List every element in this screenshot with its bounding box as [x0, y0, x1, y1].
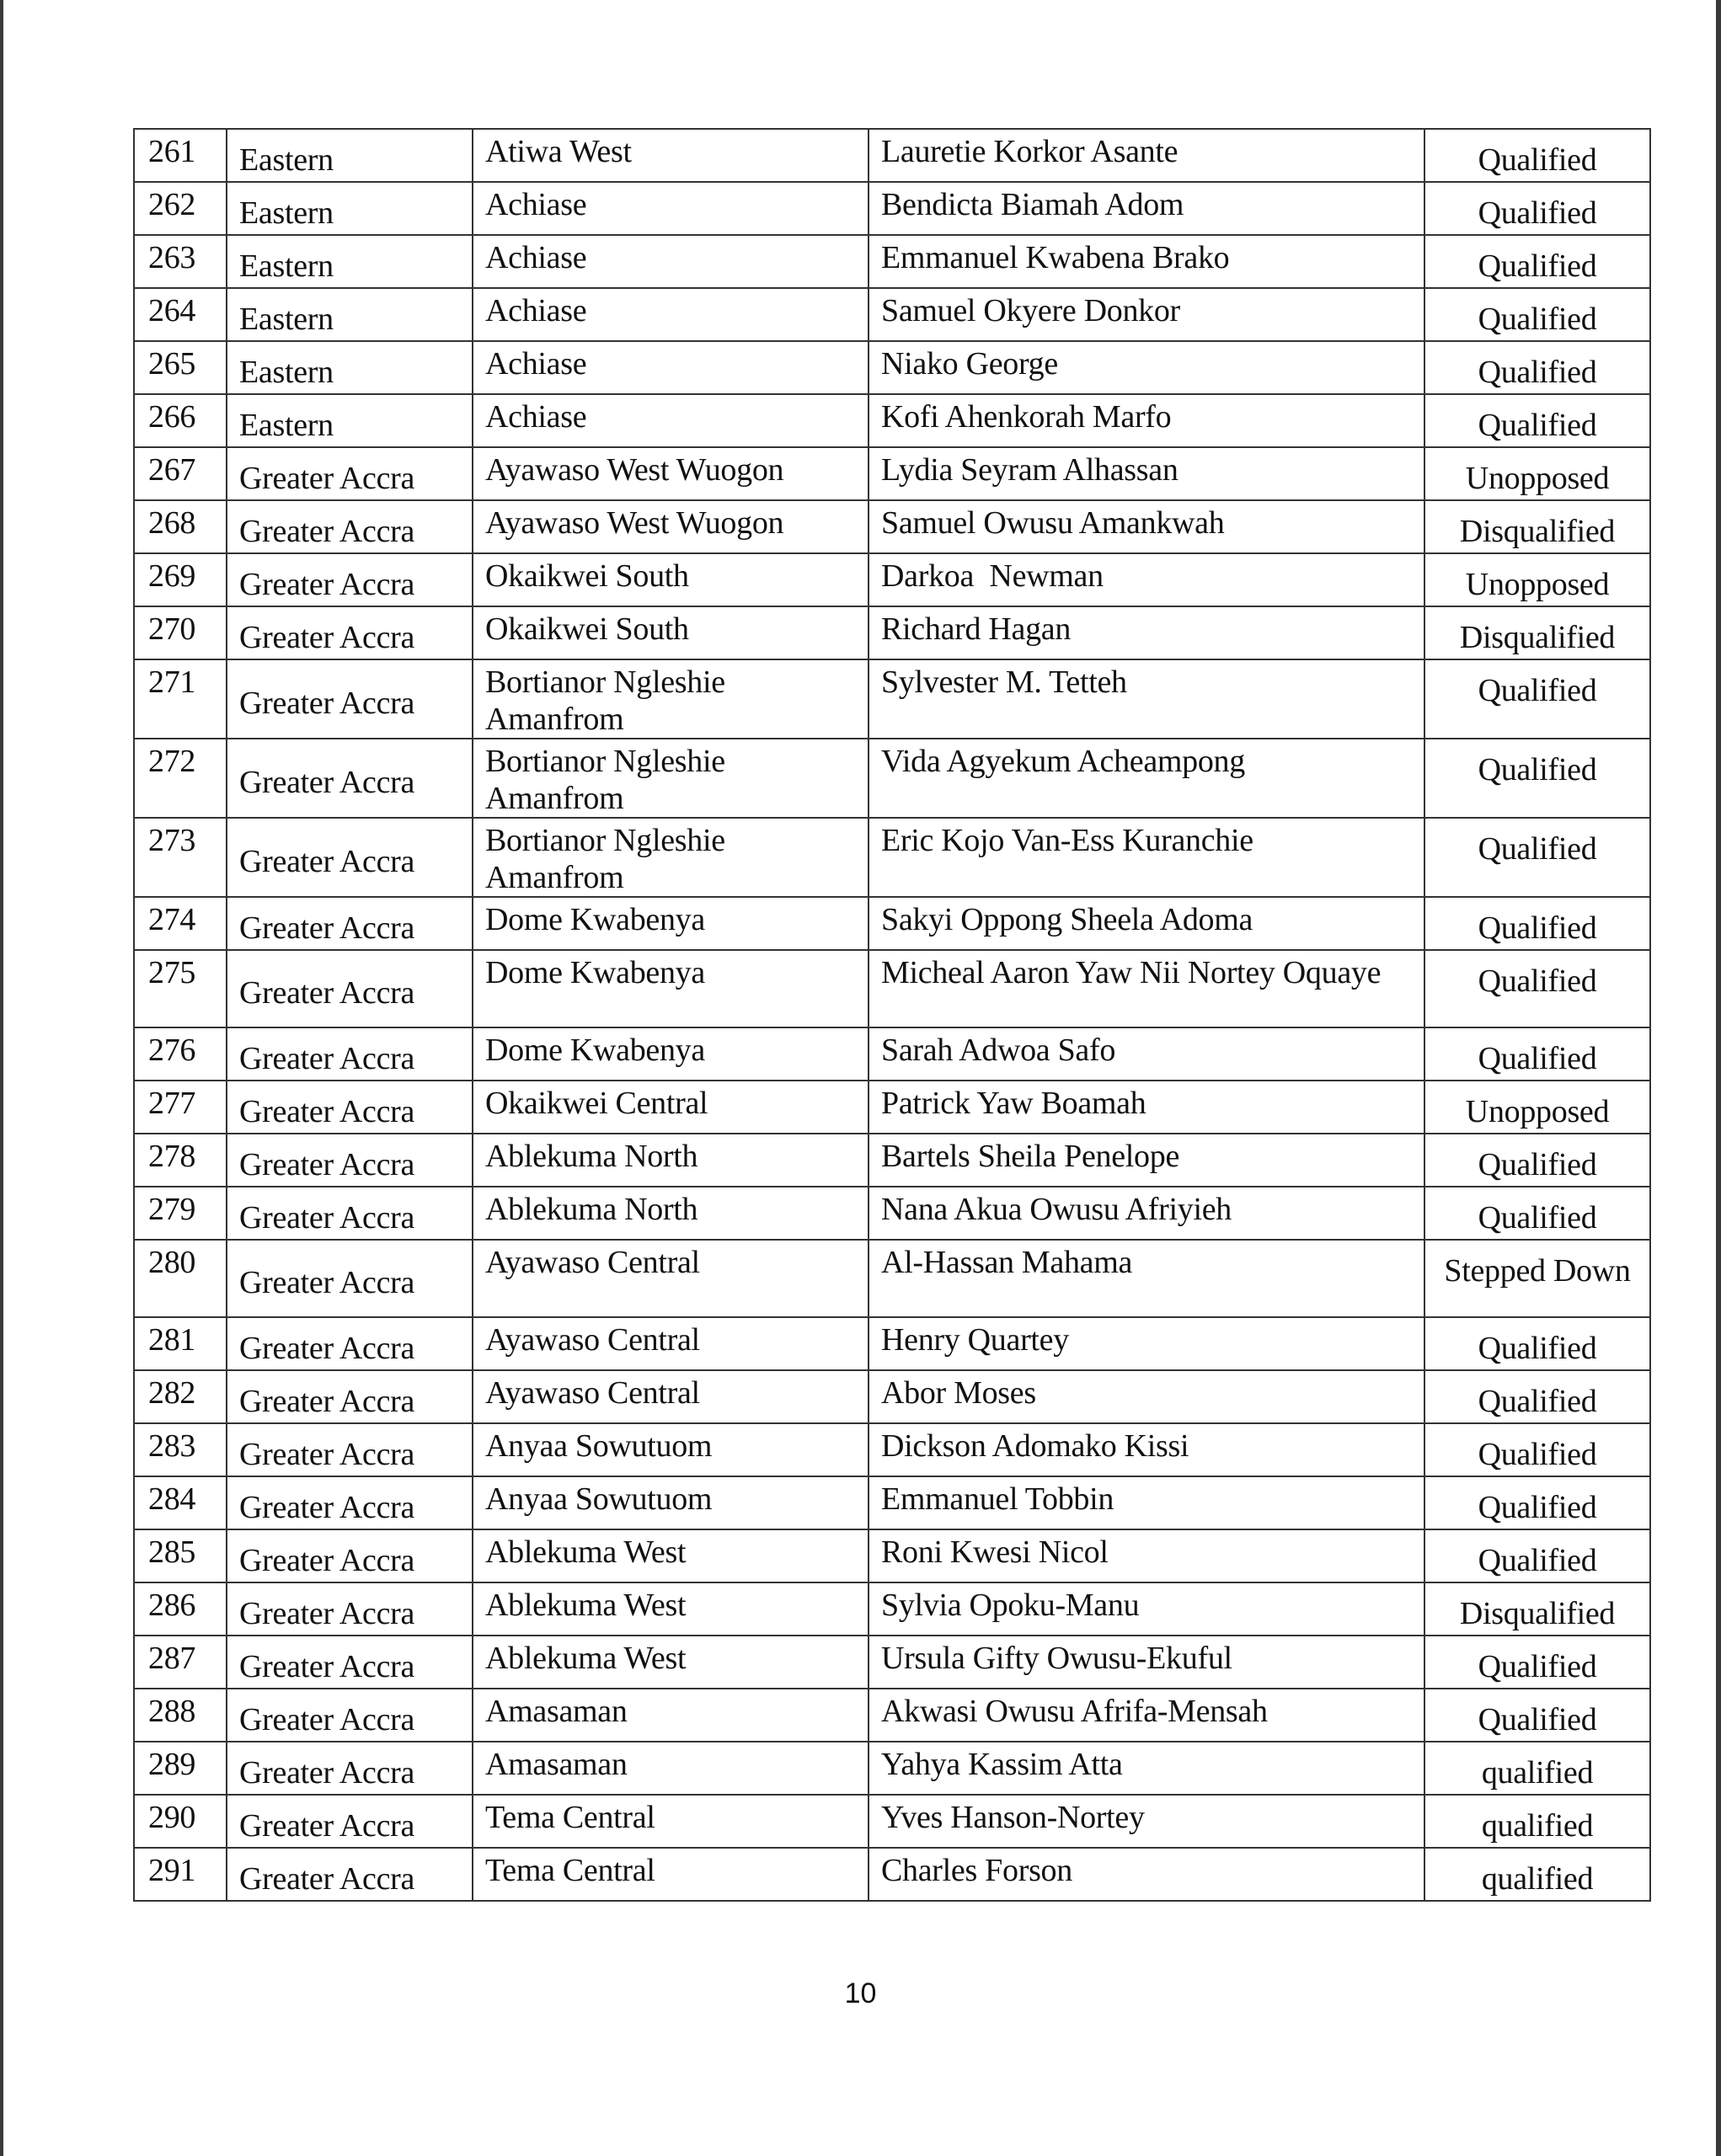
status-cell: Qualified — [1424, 950, 1650, 1027]
row-number-cell: 279 — [134, 1187, 227, 1240]
candidate-name-cell: Al-Hassan Mahama — [869, 1240, 1424, 1317]
status-cell: Qualified — [1424, 129, 1650, 182]
row-number-cell: 275 — [134, 950, 227, 1027]
table-row — [134, 447, 1650, 500]
table-row — [134, 1529, 1650, 1582]
status-cell: Disqualified — [1424, 606, 1650, 659]
constituency-cell: Dome Kwabenya — [473, 1027, 869, 1081]
row-number-cell: 273 — [134, 818, 227, 897]
status-cell: Qualified — [1424, 1370, 1650, 1423]
row-number-cell: 276 — [134, 1027, 227, 1081]
constituency-cell: Okaikwei South — [473, 606, 869, 659]
row-number-cell: 280 — [134, 1240, 227, 1317]
candidate-name-cell: Sylvester M. Tetteh — [869, 659, 1424, 739]
page-number: 10 — [844, 1977, 877, 2009]
status-cell: Qualified — [1424, 659, 1650, 739]
constituency-cell: Achiase — [473, 235, 869, 288]
constituency-cell: Anyaa Sowutuom — [473, 1476, 869, 1529]
region-cell: Greater Accra — [227, 447, 473, 500]
constituency-cell: Bortianor Ngleshie Amanfrom — [473, 659, 869, 739]
row-number-cell: 265 — [134, 341, 227, 394]
constituency-cell: Bortianor Ngleshie Amanfrom — [473, 818, 869, 897]
status-cell: Qualified — [1424, 1027, 1650, 1081]
page-edge-right — [1716, 0, 1721, 2156]
constituency-cell: Okaikwei South — [473, 553, 869, 606]
region-cell: Greater Accra — [227, 739, 473, 818]
constituency-cell: Ayawaso Central — [473, 1317, 869, 1370]
status-cell: Qualified — [1424, 1423, 1650, 1476]
candidate-name-cell: Micheal Aaron Yaw Nii Nortey Oquaye — [869, 950, 1424, 1027]
table-row — [134, 1848, 1650, 1901]
constituency-cell: Ablekuma West — [473, 1582, 869, 1636]
region-cell: Greater Accra — [227, 500, 473, 553]
status-cell: Qualified — [1424, 1476, 1650, 1529]
status-cell: Unopposed — [1424, 447, 1650, 500]
candidate-name-cell: Patrick Yaw Boamah — [869, 1081, 1424, 1134]
region-cell: Greater Accra — [227, 950, 473, 1027]
constituency-cell: Ayawaso West Wuogon — [473, 500, 869, 553]
region-cell: Greater Accra — [227, 1370, 473, 1423]
region-cell: Greater Accra — [227, 1476, 473, 1529]
candidate-name-cell: Darkoa Newman — [869, 553, 1424, 606]
status-cell: Unopposed — [1424, 553, 1650, 606]
candidate-name-cell: Sakyi Oppong Sheela Adoma — [869, 897, 1424, 950]
row-number-cell: 269 — [134, 553, 227, 606]
region-cell: Greater Accra — [227, 1529, 473, 1582]
candidate-name-cell: Charles Forson — [869, 1848, 1424, 1901]
status-cell: Qualified — [1424, 818, 1650, 897]
row-number-cell: 267 — [134, 447, 227, 500]
table-row — [134, 341, 1650, 394]
row-number-cell: 284 — [134, 1476, 227, 1529]
status-cell: Qualified — [1424, 739, 1650, 818]
table-row — [134, 606, 1650, 659]
table-row — [134, 235, 1650, 288]
row-number-cell: 290 — [134, 1795, 227, 1848]
table-row — [134, 129, 1650, 182]
region-cell: Greater Accra — [227, 1636, 473, 1689]
row-number-cell: 268 — [134, 500, 227, 553]
region-cell: Greater Accra — [227, 1582, 473, 1636]
candidates-table — [133, 128, 1651, 1902]
region-cell: Greater Accra — [227, 606, 473, 659]
table-row — [134, 950, 1650, 1027]
table-row — [134, 1423, 1650, 1476]
constituency-cell: Ablekuma West — [473, 1636, 869, 1689]
row-number-cell: 288 — [134, 1689, 227, 1742]
table-row — [134, 897, 1650, 950]
table-row — [134, 739, 1650, 818]
region-cell: Greater Accra — [227, 553, 473, 606]
row-number-cell: 286 — [134, 1582, 227, 1636]
region-cell: Greater Accra — [227, 897, 473, 950]
region-cell: Greater Accra — [227, 1081, 473, 1134]
row-number-cell: 261 — [134, 129, 227, 182]
constituency-cell: Tema Central — [473, 1848, 869, 1901]
status-cell: Unopposed — [1424, 1081, 1650, 1134]
table-row — [134, 1742, 1650, 1795]
table-row — [134, 1027, 1650, 1081]
row-number-cell: 281 — [134, 1317, 227, 1370]
candidate-name-cell: Richard Hagan — [869, 606, 1424, 659]
row-number-cell: 271 — [134, 659, 227, 739]
candidate-name-cell: Kofi Ahenkorah Marfo — [869, 394, 1424, 447]
row-number-cell: 262 — [134, 182, 227, 235]
constituency-cell: Ablekuma North — [473, 1134, 869, 1187]
region-cell: Eastern — [227, 341, 473, 394]
status-cell: qualified — [1424, 1848, 1650, 1901]
region-cell: Eastern — [227, 288, 473, 341]
region-cell: Eastern — [227, 182, 473, 235]
region-cell: Greater Accra — [227, 1742, 473, 1795]
row-number-cell: 287 — [134, 1636, 227, 1689]
candidate-name-cell: Samuel Okyere Donkor — [869, 288, 1424, 341]
status-cell: Qualified — [1424, 235, 1650, 288]
constituency-cell: Ayawaso Central — [473, 1370, 869, 1423]
constituency-cell: Amasaman — [473, 1742, 869, 1795]
candidate-name-cell: Bendicta Biamah Adom — [869, 182, 1424, 235]
row-number-cell: 263 — [134, 235, 227, 288]
table-body — [134, 129, 1650, 1901]
row-number-cell: 266 — [134, 394, 227, 447]
status-cell: Qualified — [1424, 394, 1650, 447]
row-number-cell: 289 — [134, 1742, 227, 1795]
region-cell: Eastern — [227, 235, 473, 288]
constituency-cell: Ablekuma North — [473, 1187, 869, 1240]
row-number-cell: 278 — [134, 1134, 227, 1187]
status-cell: qualified — [1424, 1742, 1650, 1795]
region-cell: Eastern — [227, 129, 473, 182]
status-cell: qualified — [1424, 1795, 1650, 1848]
candidate-name-cell: Lydia Seyram Alhassan — [869, 447, 1424, 500]
table-row — [134, 1795, 1650, 1848]
candidate-name-cell: Samuel Owusu Amankwah — [869, 500, 1424, 553]
constituency-cell: Anyaa Sowutuom — [473, 1423, 869, 1476]
status-cell: Qualified — [1424, 182, 1650, 235]
candidate-name-cell: Yahya Kassim Atta — [869, 1742, 1424, 1795]
candidate-name-cell: Sarah Adwoa Safo — [869, 1027, 1424, 1081]
constituency-cell: Achiase — [473, 341, 869, 394]
region-cell: Greater Accra — [227, 1134, 473, 1187]
status-cell: Qualified — [1424, 1529, 1650, 1582]
table-row — [134, 659, 1650, 739]
table-row — [134, 182, 1650, 235]
table-row — [134, 1370, 1650, 1423]
page-edge-left — [0, 0, 3, 2156]
table-row — [134, 1187, 1650, 1240]
region-cell: Greater Accra — [227, 1795, 473, 1848]
constituency-cell: Amasaman — [473, 1689, 869, 1742]
constituency-cell: Achiase — [473, 288, 869, 341]
candidate-name-cell: Bartels Sheila Penelope — [869, 1134, 1424, 1187]
table-row — [134, 1134, 1650, 1187]
candidate-name-cell: Henry Quartey — [869, 1317, 1424, 1370]
constituency-cell: Tema Central — [473, 1795, 869, 1848]
status-cell: Qualified — [1424, 1187, 1650, 1240]
row-number-cell: 277 — [134, 1081, 227, 1134]
table-row — [134, 1317, 1650, 1370]
row-number-cell: 274 — [134, 897, 227, 950]
table-row — [134, 818, 1650, 897]
table-row — [134, 1636, 1650, 1689]
row-number-cell: 270 — [134, 606, 227, 659]
candidate-name-cell: Lauretie Korkor Asante — [869, 129, 1424, 182]
status-cell: Qualified — [1424, 897, 1650, 950]
constituency-cell: Achiase — [473, 182, 869, 235]
constituency-cell: Okaikwei Central — [473, 1081, 869, 1134]
region-cell: Greater Accra — [227, 1317, 473, 1370]
status-cell: Disqualified — [1424, 500, 1650, 553]
candidate-name-cell: Akwasi Owusu Afrifa-Mensah — [869, 1689, 1424, 1742]
row-number-cell: 272 — [134, 739, 227, 818]
table-row — [134, 553, 1650, 606]
candidate-name-cell: Ursula Gifty Owusu-Ekuful — [869, 1636, 1424, 1689]
candidate-name-cell: Vida Agyekum Acheampong — [869, 739, 1424, 818]
candidate-name-cell: Sylvia Opoku-Manu — [869, 1582, 1424, 1636]
constituency-cell: Dome Kwabenya — [473, 897, 869, 950]
table-row — [134, 1689, 1650, 1742]
region-cell: Greater Accra — [227, 1187, 473, 1240]
constituency-cell: Ablekuma West — [473, 1529, 869, 1582]
row-number-cell: 285 — [134, 1529, 227, 1582]
table-row — [134, 1240, 1650, 1317]
status-cell: Qualified — [1424, 288, 1650, 341]
constituency-cell: Achiase — [473, 394, 869, 447]
candidate-name-cell: Emmanuel Tobbin — [869, 1476, 1424, 1529]
constituency-cell: Bortianor Ngleshie Amanfrom — [473, 739, 869, 818]
status-cell: Qualified — [1424, 341, 1650, 394]
constituency-cell: Ayawaso Central — [473, 1240, 869, 1317]
table-row — [134, 288, 1650, 341]
table-row — [134, 1582, 1650, 1636]
region-cell: Greater Accra — [227, 1689, 473, 1742]
candidate-name-cell: Dickson Adomako Kissi — [869, 1423, 1424, 1476]
status-cell: Stepped Down — [1424, 1240, 1650, 1317]
row-number-cell: 264 — [134, 288, 227, 341]
constituency-cell: Dome Kwabenya — [473, 950, 869, 1027]
candidate-name-cell: Abor Moses — [869, 1370, 1424, 1423]
candidate-name-cell: Niako George — [869, 341, 1424, 394]
table-row — [134, 1476, 1650, 1529]
region-cell: Greater Accra — [227, 1027, 473, 1081]
table-row — [134, 394, 1650, 447]
region-cell: Greater Accra — [227, 1423, 473, 1476]
region-cell: Greater Accra — [227, 1240, 473, 1317]
row-number-cell: 282 — [134, 1370, 227, 1423]
table-row — [134, 500, 1650, 553]
row-number-cell: 283 — [134, 1423, 227, 1476]
candidate-name-cell: Roni Kwesi Nicol — [869, 1529, 1424, 1582]
region-cell: Greater Accra — [227, 1848, 473, 1901]
candidate-name-cell: Nana Akua Owusu Afriyieh — [869, 1187, 1424, 1240]
row-number-cell: 291 — [134, 1848, 227, 1901]
status-cell: Qualified — [1424, 1134, 1650, 1187]
status-cell: Disqualified — [1424, 1582, 1650, 1636]
candidate-name-cell: Emmanuel Kwabena Brako — [869, 235, 1424, 288]
status-cell: Qualified — [1424, 1317, 1650, 1370]
candidate-name-cell: Yves Hanson-Nortey — [869, 1795, 1424, 1848]
region-cell: Greater Accra — [227, 818, 473, 897]
status-cell: Qualified — [1424, 1636, 1650, 1689]
candidate-name-cell: Eric Kojo Van-Ess Kuranchie — [869, 818, 1424, 897]
region-cell: Greater Accra — [227, 659, 473, 739]
region-cell: Eastern — [227, 394, 473, 447]
constituency-cell: Ayawaso West Wuogon — [473, 447, 869, 500]
constituency-cell: Atiwa West — [473, 129, 869, 182]
status-cell: Qualified — [1424, 1689, 1650, 1742]
table-row — [134, 1081, 1650, 1134]
